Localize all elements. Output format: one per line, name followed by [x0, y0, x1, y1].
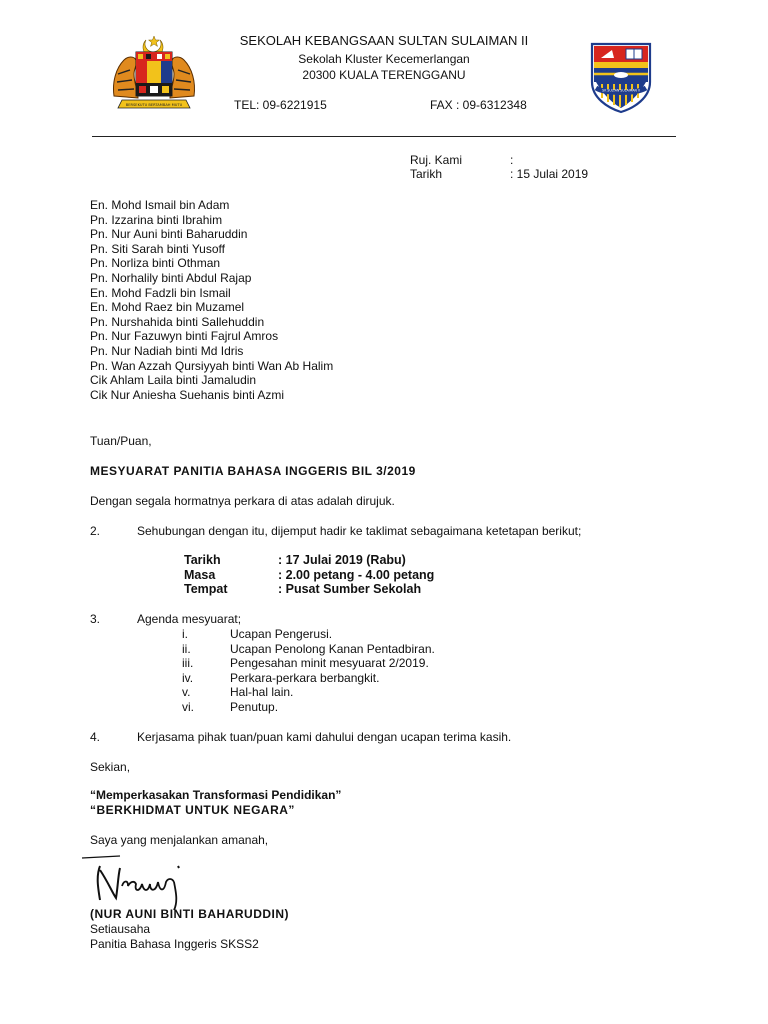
header-divider [92, 136, 676, 137]
agenda-number: iii. [182, 656, 194, 671]
signatory-name: (NUR AUNI BINTI BAHARUDDIN) [90, 907, 290, 921]
motto-line-1: “Memperkasakan Transformasi Pendidikan” [90, 788, 342, 802]
list-item [182, 627, 502, 642]
school-name: SEKOLAH KEBANGSAAN SULTAN SULAIMAN II [239, 33, 529, 48]
date-value: : 15 Julai 2019 [510, 167, 589, 181]
intro-paragraph: Dengan segala hormatnya perkara di atas adalah dirujuk. [90, 494, 395, 508]
agenda-text: Hal-hal lain. [230, 685, 294, 700]
paragraph-3-number: 3. [90, 612, 101, 626]
agenda-number: i. [182, 627, 188, 641]
closing: Sekian, [90, 760, 131, 774]
coat-of-arms-icon [108, 34, 200, 112]
list-item: Pn. Izzarina binti Ibrahim [90, 212, 223, 227]
list-item [182, 685, 502, 700]
detail-value: : 2.00 petang - 4.00 petang [278, 567, 435, 582]
agenda-number: iv. [182, 670, 194, 685]
agenda-number: vi. [182, 699, 194, 714]
salutation: Tuan/Puan, [90, 434, 152, 448]
crest-banner-text: SK SULTAN SULAIMAN II [602, 88, 640, 93]
school-fax: FAX : 09-6312348 [430, 98, 527, 112]
agenda-text: Penutup. [230, 699, 279, 714]
school-crest-icon [586, 40, 656, 114]
detail-row-date [184, 553, 504, 568]
detail-label: Tempat [184, 582, 228, 597]
list-item: Cik Nur Aniesha Suehanis binti Azmi [90, 387, 285, 402]
trust-line: Saya yang menjalankan amanah, [90, 833, 269, 847]
paragraph-4-number: 4. [90, 730, 101, 744]
agenda-list [182, 627, 502, 715]
detail-label: Tarikh [184, 553, 221, 567]
date-label: Tarikh [410, 167, 443, 181]
agenda-text: Perkara-perkara berbangkit. [230, 670, 380, 685]
signatory-title: Setiausaha [90, 922, 151, 936]
detail-value: : 17 Julai 2019 (Rabu) [278, 553, 406, 567]
meeting-details [184, 553, 504, 597]
detail-label: Masa [184, 567, 216, 582]
agenda-number: ii. [182, 641, 191, 656]
ruj-label: Ruj. Kami [410, 153, 463, 167]
list-item [182, 642, 502, 657]
detail-value: : Pusat Sumber Sekolah [278, 582, 422, 597]
list-item: Pn. Norhalily binti Abdul Rajap [90, 270, 252, 285]
list-item [182, 671, 502, 686]
school-address: 20300 KUALA TERENGGANU [302, 68, 466, 82]
list-item: Pn. Nur Fazuwyn binti Fajrul Amros [90, 329, 279, 344]
list-item [182, 700, 502, 715]
ruj-separator: : [510, 153, 514, 167]
list-item [182, 656, 502, 671]
school-cluster: Sekolah Kluster Kecemerlangan [298, 52, 470, 66]
list-item: Pn. Nur Auni binti Baharuddin [90, 227, 248, 242]
paragraph-2-number: 2. [90, 524, 101, 538]
detail-row-time [184, 568, 504, 583]
recipient-list [90, 198, 590, 402]
paragraph-2-text: Sehubungan dengan itu, dijemput hadir ke taklimat sebagaimana ketetapan berikut; [137, 524, 582, 538]
list-item: En. Mohd Ismail bin Adam [90, 198, 230, 212]
agenda-text: Pengesahan minit mesyuarat 2/2019. [230, 656, 429, 671]
list-item: Pn. Wan Azzah Qursiyyah binti Wan Ab Halim [90, 358, 334, 373]
motto-line-2: “BERKHIDMAT UNTUK NEGARA” [90, 803, 295, 817]
list-item: Cik Ahlam Laila binti Jamaludin [90, 373, 257, 388]
subject-line: MESYUARAT PANITIA BAHASA INGGERIS BIL 3/2019 [90, 464, 416, 478]
school-tel: TEL: 09-6221915 [234, 98, 327, 112]
paragraph-4-text: Kerjasama pihak tuan/puan kami dahului dengan ucapan terima kasih. [137, 730, 512, 744]
crest-scroll-text: BERSEKUTU BERTAMBAH MUTU [125, 103, 183, 107]
list-item: Pn. Siti Sarah binti Yusoff [90, 241, 225, 256]
list-item: En. Mohd Raez bin Muzamel [90, 300, 245, 315]
list-item: En. Mohd Fadzli bin Ismail [90, 285, 231, 300]
signatory-organization: Panitia Bahasa Inggeris SKSS2 [90, 937, 259, 951]
agenda-number: v. [182, 685, 191, 700]
list-item: Pn. Nur Nadiah binti Md Idris [90, 343, 244, 358]
list-item: Pn. Nurshahida binti Sallehuddin [90, 314, 265, 329]
paragraph-3-text: Agenda mesyuarat; [137, 612, 242, 626]
signature-icon [78, 852, 198, 912]
agenda-text: Ucapan Penolong Kanan Pentadbiran. [230, 641, 435, 656]
agenda-text: Ucapan Pengerusi. [230, 627, 333, 641]
list-item: Pn. Norliza binti Othman [90, 256, 221, 271]
detail-row-venue [184, 582, 504, 597]
